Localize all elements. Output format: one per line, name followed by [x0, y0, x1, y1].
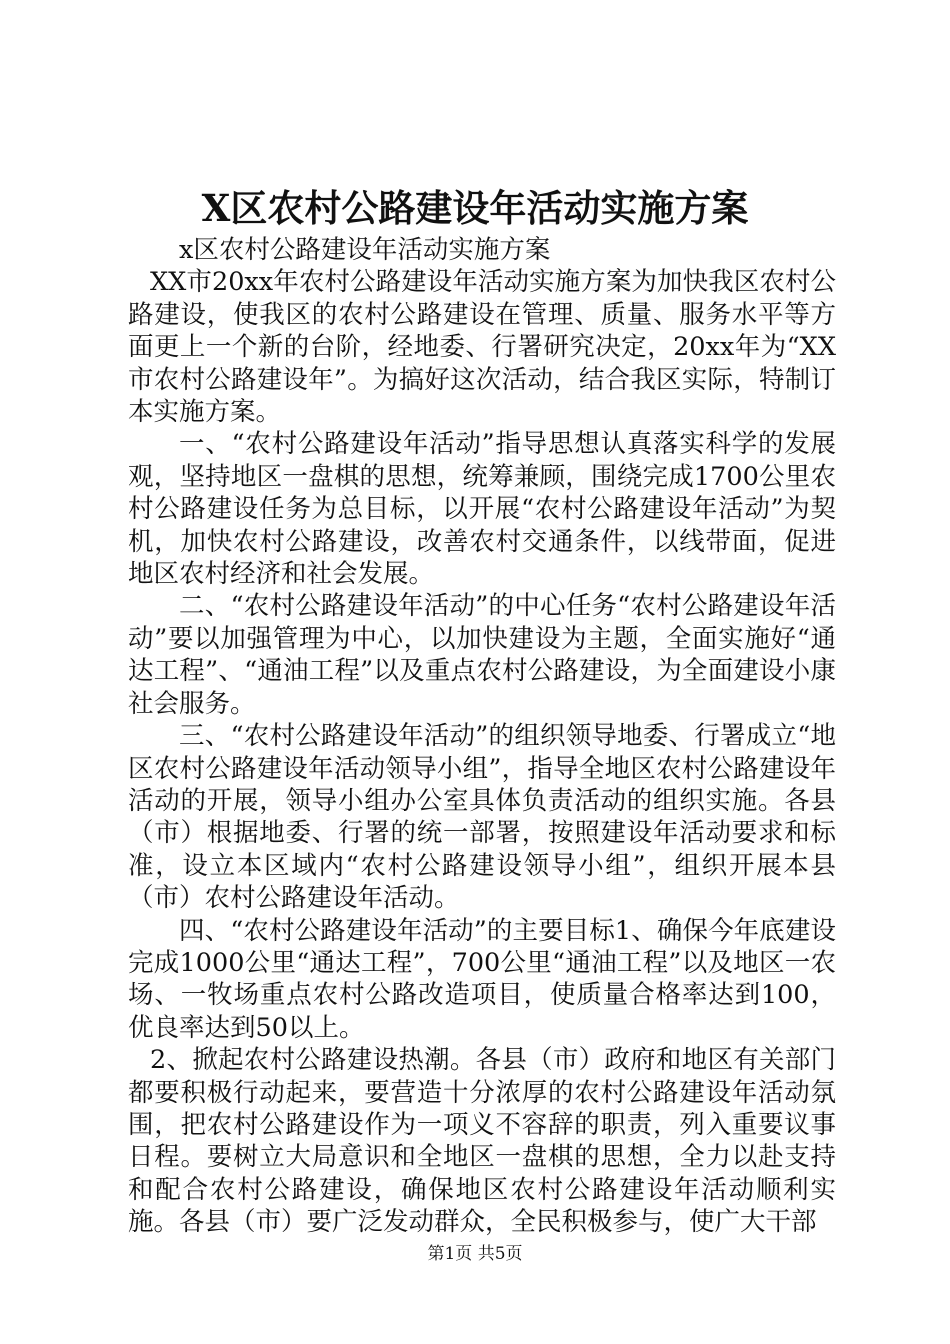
paragraph-intro: XX市20xx年农村公路建设年活动实施方案为加快我区农村公路建设，使我区的农村公路建设在管理、质量、服务水平等方面更上一个新的台阶，经地委、行署研究决定，20xx年为“XX市农村公路建设年”。为搞好这次活动，结合我区实际，特制订本实施方案。 [128, 267, 836, 428]
paragraph-construction-boom: 2、掀起农村公路建设热潮。各县（市）政府和地区有关部门都要积极行动起来，要营造十分浓厚的农村公路建设年活动氛围，把农村公路建设作为一项义不容辞的职责，列入重要议事日程。要树立大局意识和全地区一盘棋的思想，全力以赴支持和配合农村公路建设，确保地区农村公路建设年活动顺利实施。各县（市）要广泛发动群众，全民积极参与，使广大干部 [128, 1045, 836, 1238]
document-subtitle: x区农村公路建设年活动实施方案 [179, 235, 551, 265]
paragraph-guiding-ideology: 一、“农村公路建设年活动”指导思想认真落实科学的发展观，坚持地区一盘棋的思想，统筹兼顾，围绕完成1700公里农村公路建设任务为总目标，以开展“农村公路建设年活动”为契机，加快农村公路建设，改善农村交通条件，以线带面，促进地区农村经济和社会发展。 [128, 429, 836, 590]
document-body [128, 234, 836, 1239]
document-title: X区农村公路建设年活动实施方案 [201, 186, 749, 230]
paragraph-main-goals: 四、“农村公路建设年活动”的主要目标1、确保今年底建设完成1000公里“通达工程”，700公里“通油工程”以及地区一农场、一牧场重点农村公路改造项目，使质量合格率达到100，优良率达到50以上。 [128, 915, 836, 1043]
page-number: 第1页 共5页 [427, 1244, 523, 1264]
paragraph-central-task: 二、“农村公路建设年活动”的中心任务“农村公路建设年活动”要以加强管理为中心，以加快建设为主题，全面实施好“通达工程”、“通油工程”以及重点农村公路建设，为全面建设小康社会服务。 [128, 591, 836, 719]
paragraph-organization: 三、“农村公路建设年活动”的组织领导地委、行署成立“地区农村公路建设年活动领导小组”，指导全地区农村公路建设年活动的开展，领导小组办公室具体负责活动的组织实施。各县（市）根据地委、行署的统一部署，按照建设年活动要求和标准，设立本区域内“农村公路建设领导小组”，组织开展本县（市）农村公路建设年活动。 [128, 721, 836, 914]
